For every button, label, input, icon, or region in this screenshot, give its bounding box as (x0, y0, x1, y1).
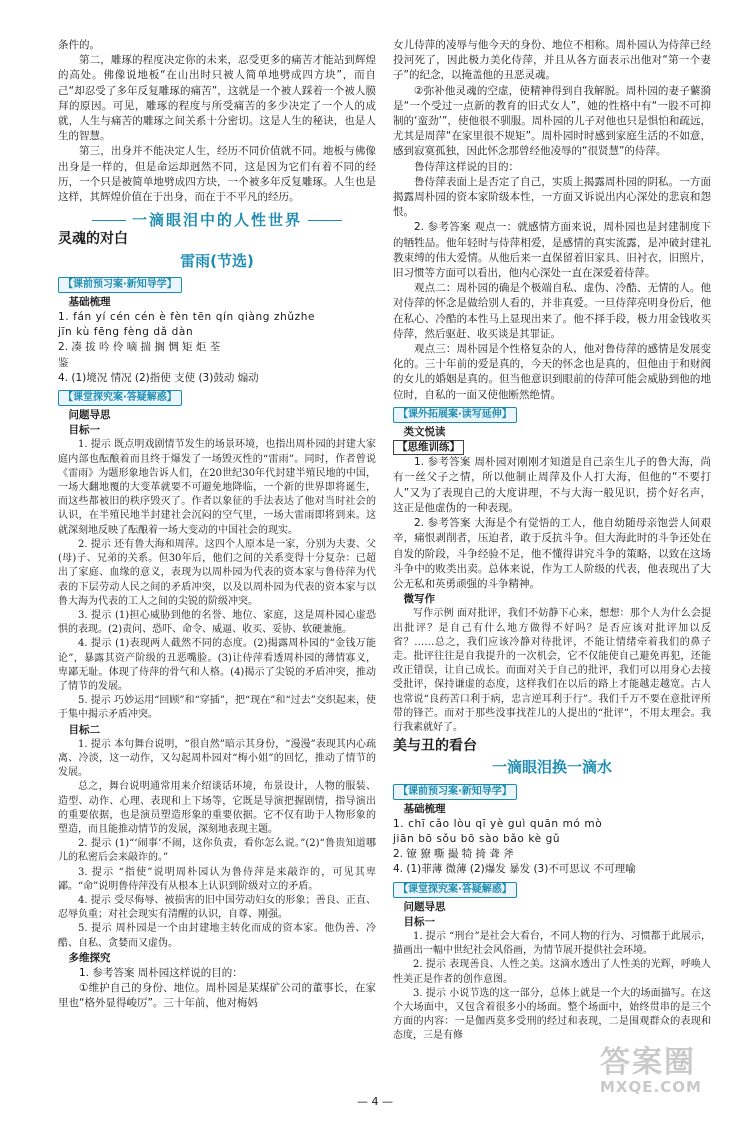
para: 第二，雕琢的程度决定你的未来，忍受更多的痛苦才能站到辉煌的高处。佛像说地板“在山出时只被人简单地劈成四方块”，而自己“却忍受了多年反复雕琢的痛苦”，这就是一个被人踩着一个被人膜拜的原因。可见，雕琢的程度与所受痛苦的多少决定了一个人的成就，人生与痛苦的雕琢之间关系十分密切。这是人生的秘诀，也是人生的智慧。 (58, 54, 376, 143)
goal-label: 目标一 (68, 424, 100, 437)
answer: ①维护自己的身份、地位。周朴园是某煤矿公司的董事长，在家里也“格外显得峻厉”。三十年前，他对梅妈 (58, 982, 376, 1010)
para: 鲁侍萍这样说的目的： (414, 160, 519, 173)
answer-line: 4. (1)菲薄 微薄 (2)爆发 暴发 (3)不可思议 不可理喻 (393, 863, 636, 876)
answer: 4. 提示 受尽侮辱、被损害的旧中国劳动妇女的形象；善良、正直、忍辱负重；对社会现实有清醒的认识，自尊、刚强。 (58, 894, 376, 921)
answer: 5. 提示 巧妙运用“回顾”和“穿插”，把“现在”和“过去”交织起来，使于集中揭示矛盾冲突。 (58, 695, 376, 721)
section-bar: 【课前预习案·新知导学】 (393, 784, 517, 800)
answer: 写作示例 面对批评，我们不妨静下心来，想想：那个人为什么会提出批评？是自己有什么地方做得不好吗？是否应该对批评加以反省？……总之，我们应该冷静对待批评，不能让情绪牵着我们的鼻子走。批评往往是自我提升的一次机会，它不仅能使自己避免再犯，还能改正错误，让自己成长。而面对关于自己的批评，我们可以用身心去接受批评，保持谦虚的态度，这样我们在以后的路上才能越走越宽。古人也常说“良药苦口利于病，忠言逆耳利于行”。我们千万不要在意批评所带的锋芒。而对于那些没事找茬儿的人提出的“批评”，不用太理会。我行我素就好了。 (393, 608, 711, 733)
answer: 2. 提示 还有鲁大海和周萍。这四个人原本是一家，分别为夫妻、父(母)子、兄弟的关系。但30年后，他们之间的关系变得十分复杂：已超出了家庭、血缘的意义，表现为以周朴园为代表的资本家与鲁侍萍为代表的下层劳动人民之间的矛盾冲突，以及以周朴园为代表的资本家与以鲁大海为代表的工人之间的尖锐的阶级冲突。 (58, 538, 376, 607)
goal-label: 目标二 (68, 723, 100, 736)
right-column (393, 38, 711, 1044)
words-line: 2. 镣 獠 嘶 撮 犄 掎 聋 斧 (393, 848, 514, 861)
divider (308, 220, 342, 221)
answer: 4. 提示 (1)表现两人截然不同的态度。(2)揭露周朴园的“金钱万能论”，暴露其资产阶级的丑恶嘴脸。(3)让侍萍看透周朴园的薄情寡义，卑鄙无耻。体现了侍萍的骨气和人格。(4)揭示了尖锐的矛盾冲突，推动了情节的发展。 (58, 638, 376, 692)
answer: 3. 提示 小说节选的这一部分，总体上就是一个大的场面描写。在这个大场面中，又包含着很多小的场面。整个场面中，始终贯串的是三个方面的内容：一是伽西莫多受刑的经过和表现，二是围观群众的表现和态度，三是有修 (393, 987, 711, 1042)
words-line: 2. 凑 拔 吟 伶 嘀 揣 搁 惆 矩 炬 荃 (58, 341, 221, 354)
section-heading: 灵魂的对白 (58, 231, 128, 248)
goal-label: 目标一 (403, 915, 435, 928)
para: 观点二：周朴园的确是个极端自私、虚伪、冷酷、无情的人。他对侍萍的怀念是做给别人看的，并非真爱。一旦侍萍亮明身份后，他在私心、冷酷的本性马上显现出来了。他不择手段，极力用金钱收买侍萍，然后驱赶、收买谈是其罪证。 (393, 282, 711, 340)
answer: 2. 提示 表现善良、人性之美。这滴水透出了人性美的光辉，呼唤人性美正是作者的创作意图。 (393, 959, 711, 985)
answer: 3. 提示 (1)担心威胁到他的名誉、地位、家庭，这是周朴园心虚恐惧的表现。(2)责问、恐吓、命令、威逼、收买、妥协、软硬兼施。 (58, 609, 376, 636)
para: 鲁侍萍表面上是否定了自己，实质上揭露周朴园的阴私。一方面揭露周朴园的资本家阶级本性，一方面又诉说出内心深处的悲哀和怨恨。 (393, 175, 711, 219)
answer: 1. 提示 “刑台”是社会大看台，不同人物的行为、习惯都于此展示，描画出一幅中世纪社会风俗画，为情节展开提供社会环境。 (393, 930, 711, 957)
tag: 【思维训练】 (393, 440, 464, 455)
label: 类文悦读 (403, 425, 446, 438)
label: 问题导思 (403, 900, 446, 913)
para: 女儿侍萍的凌辱与他今天的身份、地位不相称。周朴园认为侍萍已经投河死了，因此极力美化侍萍，并且从各方面表示出他对“第一个妻子”的纪念，以掩盖他的丑恶灵魂。 (393, 39, 711, 82)
section-bar: 【课前预习案·新知导学】 (58, 277, 182, 293)
section-bar: 【课堂探究案·答疑解惑】 (58, 390, 182, 406)
answer: 1. 提示 本句舞台说明，“很自然”暗示其身份，“漫漫”表现其内心疏离、冷淡，这一动作，又勾起周朴园对“梅小姐”的回忆，推动了情节的发展。 (58, 738, 376, 779)
watermark-text: 答案圈 (600, 1045, 696, 1080)
label: 基础梳理 (68, 295, 111, 308)
section-heading: 美与丑的看台 (393, 738, 477, 755)
section-bar: 【课堂探究案·答疑解惑】 (393, 882, 517, 898)
divider (92, 220, 126, 221)
label: 问题导思 (68, 409, 111, 422)
answer: 5. 提示 周朴园是一个由封建地主转化而成的资本家。他伪善、冷酷、自私、贪婪而又虚伪。 (58, 923, 376, 949)
watermark-url: MXQE.COM (600, 1078, 702, 1096)
label: 多维探究 (68, 951, 111, 964)
pinyin-line: jiān bō sǒu bō sào bǎo kè gǔ (393, 832, 561, 845)
answer-line: 4. (1)境况 情况 (2)指使 支使 (3)鼓动 煽动 (58, 371, 259, 384)
answer: 总之，舞台说明通常用来介绍谈话环境，布景设计，人物的服装、造型、动作、心理、表现和上下场等，它既是导演把握剧情，指导演出的重要依据，也是演员塑造形象的重要依据。它不仅有助于人物形象的塑造，而且能推动情节的发展，深刻地表现主题。 (58, 781, 376, 835)
para: 观点三：周朴园是个性格复杂的人，他对鲁侍萍的感情是发展变化的。三十年前的爱是真的，今天的怀念也是真的，但他由于和财阀的女儿的婚姻是真的。但当他意识到眼前的侍萍可能会威胁到他的地位时，自私的一面又使他断然绝情。 (393, 343, 711, 401)
answer: 3. 提示 “指使”说明周朴园认为鲁侍萍是来敲诈的，可见其卑鄙。“命”说明鲁侍萍没有从根本上认识到阶级对立的矛盾。 (58, 866, 376, 892)
answer: 2. 参考答案 大海是个有觉悟的工人，他自幼随母亲饱尝人间艰辛，痛恨剥削者，压迫者，敢于反抗斗争。但大海此时的斗争还处在自发的阶段，斗争经验不足，他不懂得讲究斗争的策略，以致在这场斗争中的败类出卖。总体来说，作为工人阶级的代表，他表现出了大公无私和英勇顽强的斗争精神。 (393, 517, 711, 590)
para: 条件的。 (58, 39, 100, 51)
lesson-title: 雷雨(节选) (180, 251, 254, 270)
unit-title: 一滴眼泪中的人性世界 (131, 211, 302, 230)
label: 微写作 (403, 593, 435, 606)
left-column (58, 38, 376, 1012)
answer: 1. 参考答案 周朴园对刚刚才知道是自己亲生儿子的鲁大海，尚有一丝父子之情，所以他制止周萍及仆人打大海，但他的“不要打人”又为了表现自己的大度讲理，不与大海一般见识，捞个好名声，这正是他虚伪的一种表现。 (393, 456, 711, 514)
page-number: — 4 — (357, 1095, 393, 1108)
pinyin-line: 1. chī cǎo lòu qī yè guì quān mó mò (393, 817, 603, 830)
section-bar: 【课外拓展案·读写延伸】 (393, 407, 517, 423)
answer: 2. 提示 (1)“‘闹事’不闹，这你负责，看你怎么说。”(2)“鲁贵知道哪儿的私密后会来敲诈的。” (58, 838, 376, 864)
unit-banner (58, 213, 376, 228)
pinyin-line: 1. fán yí cén cén è fèn tēn qín qiàng zhǔzhe (58, 311, 316, 324)
para: 第三，出身并不能决定人生，经历不同价值就不同。地板与佛像出身是一样的，但是命运却迥然不同，这是因为它们有着不同的经历，一个只是被简单地劈成四方块，一个被多年反复雕琢。人生也是这样，其辉煌价值在于出身，而在于不平凡的经历。 (58, 145, 376, 204)
lesson-title: 一滴眼泪换一滴水 (491, 758, 612, 777)
para: ②弥补他灵魂的空虚，使精神得到自我解脱。周朴园的妻子蘩漪是“一个受过一点新的教育的旧式女人”，她的性格中有“一股不可抑制的‘蛮劲’”，使他很不驯服。周朴园的儿子对他也只是惧怕和疏远，尤其是周萍“在家里很不规矩”。周朴园时时感到家庭生活的不如意，感到寂寞孤独，因此怀念那曾经他凌辱的“很贤慧”的侍萍。 (393, 84, 711, 158)
answer: 1. 提示 既点明戏剧情节发生的场景环境，也指出周朴园的封建大家庭内部也酝酿着而且终于爆发了一场毁灭性的“雷雨”。同时，作者曾说《雷雨》为题形象地告诉人们，在20世纪30年代封建半殖民地的中国，一场大翻地覆的大变革就要不可避免地降临，一个新的世界即将诞生，而这些都被旧的秩序毁灭了。作者以象征的手法表达了他对当时社会的认识，在半殖民地半封建社会沉闷的空气里，一场大雷雨即将到来。这就深刻地反映了酝酿着一场大变动的中国社会的现实。 (58, 439, 376, 536)
pinyin-line: jīn kù fēng fèng dǎ dàn (58, 326, 194, 339)
watermark-logo (600, 1046, 720, 1110)
label: 基础梳理 (403, 802, 446, 815)
answer: 1. 参考答案 周朴园这样说的目的： (79, 966, 243, 979)
words-line: 鉴 (58, 356, 69, 369)
para: 2. 参考答案 观点一：就感情方面来说，周朴园也是封建制度下的牺牲品。他年轻时与侍萍相爱，是感情的真实流露，是冲破封建礼教束缚的伟大爱情。从他后来一直保留着旧家具、旧衬衣，旧照片，旧习惯等方面可以看出，他内心深处一直在深爱着侍萍。 (393, 221, 711, 280)
